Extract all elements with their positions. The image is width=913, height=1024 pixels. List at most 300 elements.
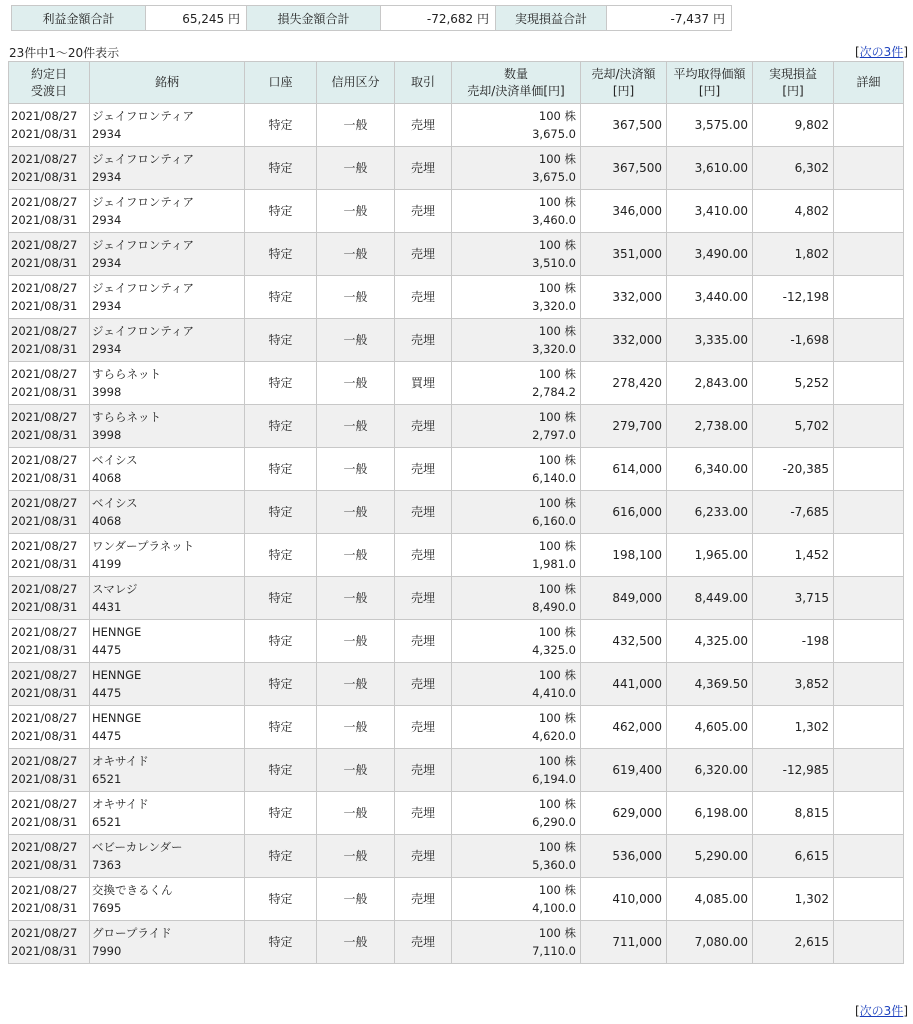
security-code: 2934: [92, 213, 122, 227]
amount-cell: 278,420: [581, 362, 667, 405]
account-cell: 特定: [245, 147, 317, 190]
realized-pl-cell: 1,802: [753, 233, 834, 276]
qty-price-cell: [452, 104, 581, 147]
amount-cell: 332,000: [581, 276, 667, 319]
amount-cell: 410,000: [581, 878, 667, 921]
security-cell: [90, 921, 245, 964]
account-cell: 特定: [245, 921, 317, 964]
qty-price-cell: [452, 190, 581, 233]
unit-price: 2,784.2: [532, 385, 576, 399]
qty-price-cell: [452, 491, 581, 534]
account-cell: 特定: [245, 190, 317, 233]
avg-cost-cell: 4,369.50: [667, 663, 753, 706]
credit-cell: 一般: [317, 233, 395, 276]
loss-total-label: 損失金額合計: [247, 6, 381, 31]
quantity: 100 株: [538, 754, 576, 768]
qty-price-cell: [452, 233, 581, 276]
security-cell: [90, 577, 245, 620]
trade-type-cell: 売埋: [395, 233, 452, 276]
trade-type-cell: 売埋: [395, 921, 452, 964]
table-row: [9, 663, 904, 706]
date-cell: [9, 147, 90, 190]
table-row: [9, 147, 904, 190]
realized-pl-cell: 6,615: [753, 835, 834, 878]
amount-cell: 536,000: [581, 835, 667, 878]
credit-cell: 一般: [317, 706, 395, 749]
trade-type-cell: 売埋: [395, 276, 452, 319]
amount-cell: 462,000: [581, 706, 667, 749]
security-name: オキサイド: [92, 754, 149, 768]
credit-cell: 一般: [317, 663, 395, 706]
security-code: 4475: [92, 729, 122, 743]
account-cell: 特定: [245, 405, 317, 448]
security-cell: [90, 104, 245, 147]
security-cell: [90, 405, 245, 448]
pagination-bottom: [855, 1002, 908, 1019]
security-cell: [90, 448, 245, 491]
avg-cost-cell: 8,449.00: [667, 577, 753, 620]
trade-history-table: [8, 61, 904, 964]
detail-cell: [834, 362, 904, 405]
date-cell: [9, 620, 90, 663]
table-row: [9, 878, 904, 921]
security-name: ジェイフロンティア: [92, 195, 195, 209]
account-cell: 特定: [245, 663, 317, 706]
security-cell: [90, 620, 245, 663]
account-cell: 特定: [245, 577, 317, 620]
qty-price-cell: [452, 448, 581, 491]
credit-cell: 一般: [317, 448, 395, 491]
unit-price: 4,620.0: [532, 729, 576, 743]
loss-total-value: -72,682 円: [381, 6, 496, 31]
quantity: 100 株: [538, 625, 576, 639]
bracket-open: [: [854, 1004, 860, 1018]
settle-date: 2021/08/31: [11, 385, 78, 399]
security-name: ジェイフロンティア: [92, 238, 195, 252]
trade-type-cell: 売埋: [395, 491, 452, 534]
security-name: ベイシス: [92, 496, 138, 510]
security-name: すららネット: [92, 410, 161, 424]
security-cell: [90, 362, 245, 405]
avg-cost-cell: 3,575.00: [667, 104, 753, 147]
avg-cost-cell: 2,738.00: [667, 405, 753, 448]
detail-cell: [834, 835, 904, 878]
realized-pl-cell: 8,815: [753, 792, 834, 835]
security-code: 3998: [92, 385, 122, 399]
amount-cell: 619,400: [581, 749, 667, 792]
settle-date: 2021/08/31: [11, 213, 78, 227]
amount-cell: 351,000: [581, 233, 667, 276]
quantity: 100 株: [538, 367, 576, 381]
header-detail: 詳細: [834, 62, 904, 104]
summary-table: [11, 5, 732, 31]
unit-price: 3,675.0: [532, 127, 576, 141]
avg-cost-cell: 4,325.00: [667, 620, 753, 663]
security-name: ベビーカレンダー: [92, 840, 183, 854]
account-cell: 特定: [245, 448, 317, 491]
table-row: [9, 448, 904, 491]
trade-date: 2021/08/27: [11, 840, 78, 854]
table-row: [9, 706, 904, 749]
trade-date: 2021/08/27: [11, 410, 78, 424]
security-code: 2934: [92, 342, 122, 356]
qty-price-cell: [452, 319, 581, 362]
table-row: [9, 491, 904, 534]
security-name: すららネット: [92, 367, 161, 381]
account-cell: 特定: [245, 276, 317, 319]
trade-type-cell: 売埋: [395, 663, 452, 706]
table-row: [9, 276, 904, 319]
realized-pl-cell: 6,302: [753, 147, 834, 190]
security-code: 4475: [92, 643, 122, 657]
credit-cell: 一般: [317, 792, 395, 835]
quantity: 100 株: [538, 281, 576, 295]
settle-date: 2021/08/31: [11, 858, 78, 872]
security-name: 交換できるくん: [92, 883, 173, 897]
security-name: ジェイフロンティア: [92, 109, 195, 123]
settle-date: 2021/08/31: [11, 514, 78, 528]
unit-price: 5,360.0: [532, 858, 576, 872]
trade-type-cell: 売埋: [395, 878, 452, 921]
trade-date: 2021/08/27: [11, 625, 78, 639]
detail-cell: [834, 620, 904, 663]
qty-price-cell: [452, 577, 581, 620]
security-code: 6521: [92, 815, 122, 829]
quantity: 100 株: [538, 496, 576, 510]
security-cell: [90, 276, 245, 319]
trade-date: 2021/08/27: [11, 668, 78, 682]
unit-price: 3,675.0: [532, 170, 576, 184]
table-row: [9, 319, 904, 362]
security-code: 2934: [92, 170, 122, 184]
avg-cost-cell: 3,335.00: [667, 319, 753, 362]
table-header: [9, 62, 904, 104]
trade-date: 2021/08/27: [11, 496, 78, 510]
security-code: 4475: [92, 686, 122, 700]
detail-cell: [834, 534, 904, 577]
account-cell: 特定: [245, 620, 317, 663]
qty-price-cell: [452, 405, 581, 448]
quantity: 100 株: [538, 324, 576, 338]
settle-date: 2021/08/31: [11, 299, 78, 313]
table-row: [9, 534, 904, 577]
realized-pl-cell: 5,252: [753, 362, 834, 405]
credit-cell: 一般: [317, 276, 395, 319]
security-name: オキサイド: [92, 797, 149, 811]
trade-date: 2021/08/27: [11, 539, 78, 553]
detail-cell: [834, 663, 904, 706]
settle-date: 2021/08/31: [11, 944, 78, 958]
next-page-link[interactable]: 次の3件: [859, 1004, 904, 1018]
credit-cell: 一般: [317, 319, 395, 362]
qty-price-cell: [452, 147, 581, 190]
date-cell: [9, 663, 90, 706]
unit-price: 3,510.0: [532, 256, 576, 270]
trade-type-cell: 売埋: [395, 104, 452, 147]
avg-cost-cell: 3,610.00: [667, 147, 753, 190]
realized-pl-cell: -1,698: [753, 319, 834, 362]
detail-cell: [834, 448, 904, 491]
qty-price-cell: [452, 749, 581, 792]
quantity: 100 株: [538, 152, 576, 166]
header-realized-pl: 実現損益 [円]: [753, 62, 834, 104]
detail-cell: [834, 405, 904, 448]
unit-price: 6,140.0: [532, 471, 576, 485]
credit-cell: 一般: [317, 362, 395, 405]
credit-cell: 一般: [317, 534, 395, 577]
amount-cell: 332,000: [581, 319, 667, 362]
amount-cell: 711,000: [581, 921, 667, 964]
security-cell: [90, 663, 245, 706]
qty-price-cell: [452, 878, 581, 921]
detail-cell: [834, 921, 904, 964]
amount-cell: 616,000: [581, 491, 667, 534]
table-row: [9, 620, 904, 663]
amount-cell: 346,000: [581, 190, 667, 233]
realized-pl-cell: -20,385: [753, 448, 834, 491]
table-row: [9, 921, 904, 964]
trade-type-cell: 売埋: [395, 534, 452, 577]
settle-date: 2021/08/31: [11, 256, 78, 270]
realized-pl-cell: 9,802: [753, 104, 834, 147]
date-cell: [9, 749, 90, 792]
trade-date: 2021/08/27: [11, 582, 78, 596]
detail-cell: [834, 104, 904, 147]
trade-date: 2021/08/27: [11, 238, 78, 252]
table-row: [9, 835, 904, 878]
avg-cost-cell: 4,085.00: [667, 878, 753, 921]
credit-cell: 一般: [317, 104, 395, 147]
credit-cell: 一般: [317, 491, 395, 534]
realized-pl-cell: 5,702: [753, 405, 834, 448]
security-name: ジェイフロンティア: [92, 152, 195, 166]
profit-total-label: 利益金額合計: [12, 6, 146, 31]
table-row: [9, 190, 904, 233]
trade-date: 2021/08/27: [11, 711, 78, 725]
security-code: 4199: [92, 557, 122, 571]
avg-cost-cell: 3,410.00: [667, 190, 753, 233]
security-name: スマレジ: [92, 582, 138, 596]
next-page-link[interactable]: 次の3件: [859, 45, 904, 59]
detail-cell: [834, 792, 904, 835]
security-code: 7990: [92, 944, 122, 958]
account-cell: 特定: [245, 835, 317, 878]
date-cell: [9, 319, 90, 362]
realized-pl-cell: 1,302: [753, 878, 834, 921]
header-account: 口座: [245, 62, 317, 104]
security-code: 2934: [92, 127, 122, 141]
security-code: 4068: [92, 471, 122, 485]
trade-date: 2021/08/27: [11, 281, 78, 295]
security-cell: [90, 749, 245, 792]
detail-cell: [834, 878, 904, 921]
result-count: 23件中1～20件表示: [9, 46, 120, 60]
account-cell: 特定: [245, 878, 317, 921]
credit-cell: 一般: [317, 147, 395, 190]
settle-date: 2021/08/31: [11, 772, 78, 786]
security-name: ジェイフロンティア: [92, 281, 195, 295]
credit-cell: 一般: [317, 405, 395, 448]
quantity: 100 株: [538, 926, 576, 940]
table-row: [9, 749, 904, 792]
amount-cell: 367,500: [581, 104, 667, 147]
unit-price: 8,490.0: [532, 600, 576, 614]
quantity: 100 株: [538, 109, 576, 123]
security-cell: [90, 190, 245, 233]
settle-date: 2021/08/31: [11, 901, 78, 915]
table-row: [9, 405, 904, 448]
settle-date: 2021/08/31: [11, 428, 78, 442]
date-cell: [9, 448, 90, 491]
settle-date: 2021/08/31: [11, 471, 78, 485]
security-cell: [90, 319, 245, 362]
security-code: 3998: [92, 428, 122, 442]
avg-cost-cell: 6,233.00: [667, 491, 753, 534]
security-cell: [90, 147, 245, 190]
qty-price-cell: [452, 534, 581, 577]
trade-date: 2021/08/27: [11, 324, 78, 338]
date-cell: [9, 405, 90, 448]
settle-date: 2021/08/31: [11, 686, 78, 700]
security-name: ベイシス: [92, 453, 138, 467]
trade-type-cell: 売埋: [395, 792, 452, 835]
account-cell: 特定: [245, 233, 317, 276]
detail-cell: [834, 190, 904, 233]
credit-cell: 一般: [317, 878, 395, 921]
amount-cell: 629,000: [581, 792, 667, 835]
qty-price-cell: [452, 663, 581, 706]
trade-type-cell: 売埋: [395, 147, 452, 190]
security-cell: [90, 706, 245, 749]
avg-cost-cell: 2,843.00: [667, 362, 753, 405]
date-cell: [9, 577, 90, 620]
trade-date: 2021/08/27: [11, 367, 78, 381]
settle-date: 2021/08/31: [11, 600, 78, 614]
unit-price: 3,460.0: [532, 213, 576, 227]
realized-total-label: 実現損益合計: [496, 6, 607, 31]
security-name: ジェイフロンティア: [92, 324, 195, 338]
detail-cell: [834, 319, 904, 362]
security-cell: [90, 835, 245, 878]
quantity: 100 株: [538, 840, 576, 854]
quantity: 100 株: [538, 883, 576, 897]
amount-cell: 432,500: [581, 620, 667, 663]
quantity: 100 株: [538, 410, 576, 424]
security-code: 7695: [92, 901, 122, 915]
avg-cost-cell: 4,605.00: [667, 706, 753, 749]
trade-type-cell: 売埋: [395, 405, 452, 448]
security-name: ワンダープラネット: [92, 539, 195, 553]
date-cell: [9, 362, 90, 405]
bracket-close: ]: [903, 1004, 908, 1018]
avg-cost-cell: 3,440.00: [667, 276, 753, 319]
trade-type-cell: 売埋: [395, 319, 452, 362]
header-amount: 売却/決済額 [円]: [581, 62, 667, 104]
detail-cell: [834, 276, 904, 319]
account-cell: 特定: [245, 706, 317, 749]
security-name: HENNGE: [92, 668, 142, 682]
header-trade: 取引: [395, 62, 452, 104]
unit-price: 3,320.0: [532, 299, 576, 313]
realized-pl-cell: 3,852: [753, 663, 834, 706]
date-cell: [9, 835, 90, 878]
table-row: [9, 233, 904, 276]
bracket-close: ]: [903, 45, 908, 59]
date-cell: [9, 104, 90, 147]
bracket-open: [: [854, 45, 860, 59]
security-cell: [90, 878, 245, 921]
qty-price-cell: [452, 792, 581, 835]
realized-pl-cell: -7,685: [753, 491, 834, 534]
account-cell: 特定: [245, 491, 317, 534]
settle-date: 2021/08/31: [11, 815, 78, 829]
trade-type-cell: 売埋: [395, 749, 452, 792]
account-cell: 特定: [245, 104, 317, 147]
avg-cost-cell: 6,340.00: [667, 448, 753, 491]
quantity: 100 株: [538, 711, 576, 725]
security-cell: [90, 534, 245, 577]
qty-price-cell: [452, 706, 581, 749]
trade-type-cell: 売埋: [395, 448, 452, 491]
realized-pl-cell: 1,452: [753, 534, 834, 577]
quantity: 100 株: [538, 539, 576, 553]
settle-date: 2021/08/31: [11, 127, 78, 141]
header-credit: 信用区分: [317, 62, 395, 104]
avg-cost-cell: 6,198.00: [667, 792, 753, 835]
detail-cell: [834, 147, 904, 190]
realized-pl-cell: -12,985: [753, 749, 834, 792]
trade-date: 2021/08/27: [11, 453, 78, 467]
qty-price-cell: [452, 362, 581, 405]
security-code: 6521: [92, 772, 122, 786]
quantity: 100 株: [538, 238, 576, 252]
realized-pl-cell: 3,715: [753, 577, 834, 620]
trade-date: 2021/08/27: [11, 152, 78, 166]
avg-cost-cell: 5,290.00: [667, 835, 753, 878]
settle-date: 2021/08/31: [11, 342, 78, 356]
security-cell: [90, 792, 245, 835]
avg-cost-cell: 7,080.00: [667, 921, 753, 964]
unit-price: 6,194.0: [532, 772, 576, 786]
amount-cell: 849,000: [581, 577, 667, 620]
table-row: [9, 577, 904, 620]
credit-cell: 一般: [317, 921, 395, 964]
realized-pl-cell: 2,615: [753, 921, 834, 964]
detail-cell: [834, 491, 904, 534]
qty-price-cell: [452, 276, 581, 319]
header-avg-cost: 平均取得価額 [円]: [667, 62, 753, 104]
avg-cost-cell: 3,490.00: [667, 233, 753, 276]
table-row: [9, 792, 904, 835]
date-cell: [9, 276, 90, 319]
trade-type-cell: 売埋: [395, 706, 452, 749]
credit-cell: 一般: [317, 620, 395, 663]
header-qty-price: 数量 売却/決済単価[円]: [452, 62, 581, 104]
avg-cost-cell: 6,320.00: [667, 749, 753, 792]
detail-cell: [834, 233, 904, 276]
date-cell: [9, 878, 90, 921]
security-code: 4068: [92, 514, 122, 528]
security-code: 2934: [92, 256, 122, 270]
unit-price: 4,325.0: [532, 643, 576, 657]
trade-date: 2021/08/27: [11, 109, 78, 123]
unit-price: 2,797.0: [532, 428, 576, 442]
credit-cell: 一般: [317, 835, 395, 878]
quantity: 100 株: [538, 582, 576, 596]
header-name: 銘柄: [90, 62, 245, 104]
quantity: 100 株: [538, 797, 576, 811]
unit-price: 1,981.0: [532, 557, 576, 571]
